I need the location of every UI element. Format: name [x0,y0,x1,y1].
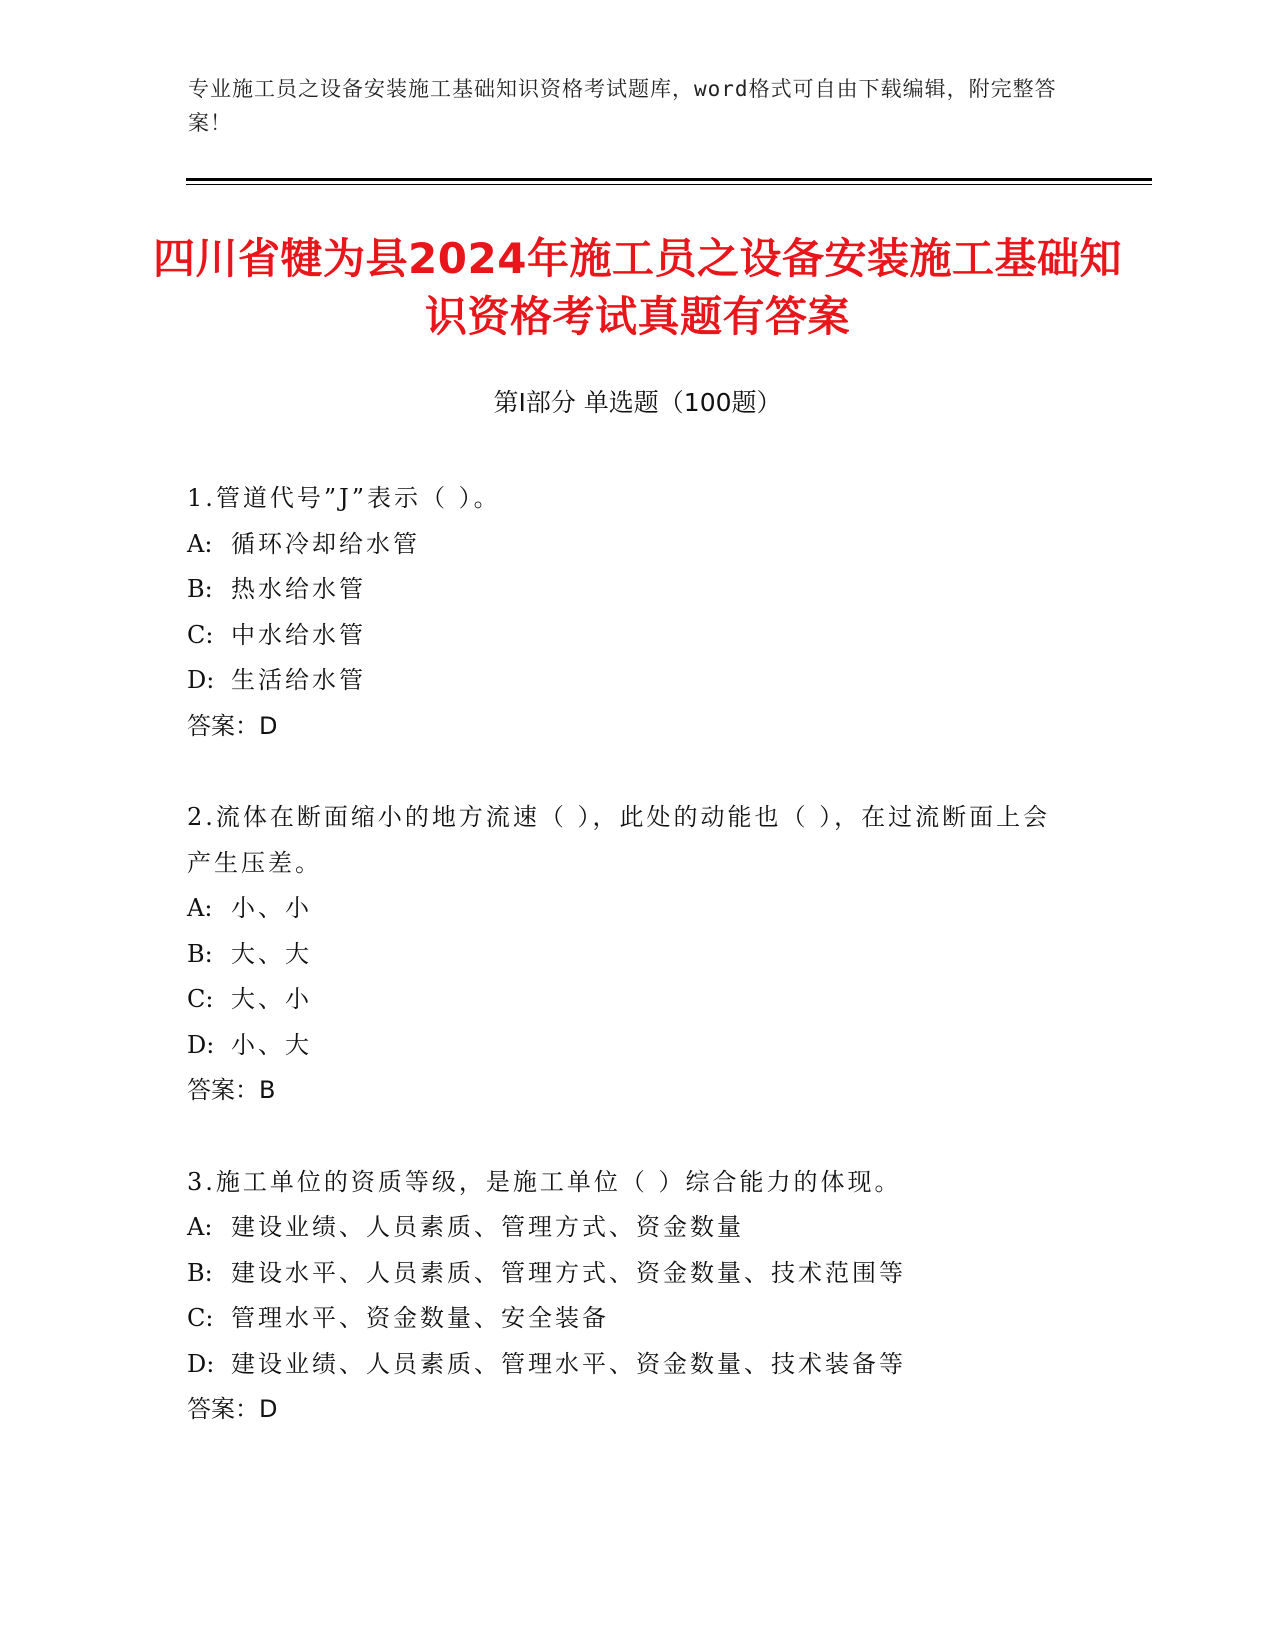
header-rule-thick [186,178,1152,181]
option-key: C: [187,620,214,649]
option-text: 热水给水管 [231,575,366,603]
option-key: A: [187,894,213,922]
option-text: 管理水平、资金数量、安全装备 [231,1304,609,1332]
section-title: 第Ⅰ部分 单选题（100题） [493,388,782,417]
question-stem: 1.管道代号”J”表示（ ）。 [187,484,501,512]
answer-line: 答案：D [187,1395,278,1423]
option-text: 循环冷却给水管 [231,529,420,558]
option-b [187,567,1067,613]
answer-line: 答案：B [187,1076,276,1104]
option-a [187,886,1067,932]
option-b [187,1251,1067,1297]
option-key: C: [187,1304,214,1332]
question-stem: 2.流体在断面缩小的地方流速（ ），此处的动能也（ ），在过流断面上会产生压差。 [187,803,1051,877]
option-text: 建设业绩、人员素质、管理水平、资金数量、技术装备等 [231,1349,906,1378]
option-key: B: [187,1258,213,1287]
option-a [187,522,1067,568]
option-c [187,613,1067,659]
option-key: A: [187,529,213,558]
option-text: 建设业绩、人员素质、管理方式、资金数量 [231,1213,744,1241]
option-b [187,932,1067,978]
option-d [187,1023,1067,1069]
option-text: 大、小 [231,985,312,1013]
option-text: 小、小 [231,894,312,922]
option-text: 建设水平、人员素质、管理方式、资金数量、技术范围等 [231,1258,906,1287]
option-key: B: [187,939,213,968]
question-list [187,476,1067,1479]
option-a [187,1205,1067,1251]
option-key: A: [187,1213,213,1241]
option-key: D: [187,666,215,694]
question-stem: 3.施工单位的资质等级，是施工单位（ ）综合能力的体现。 [187,1167,902,1196]
answer-line: 答案：D [187,711,278,740]
question-1 [187,476,1067,749]
option-text: 小、大 [231,1030,312,1059]
option-text: 生活给水管 [231,666,366,694]
option-d [187,1342,1067,1388]
question-3 [187,1160,1067,1433]
option-text: 中水给水管 [231,620,366,649]
question-2 [187,795,1067,1114]
header-note: 专业施工员之设备安装施工基础知识资格考试题库，word格式可自由下载编辑，附完整答案！ [188,77,1057,135]
option-key: D: [187,1030,215,1059]
option-d [187,658,1067,704]
document-title: 四川省犍为县2024年施工员之设备安装施工基础知识资格考试真题有答案 [153,234,1122,341]
option-text: 大、大 [231,939,312,968]
option-key: B: [187,575,213,603]
option-c [187,1296,1067,1342]
option-c [187,977,1067,1023]
header-rule-thin [186,184,1152,185]
option-key: D: [187,1349,215,1378]
option-key: C: [187,985,214,1013]
